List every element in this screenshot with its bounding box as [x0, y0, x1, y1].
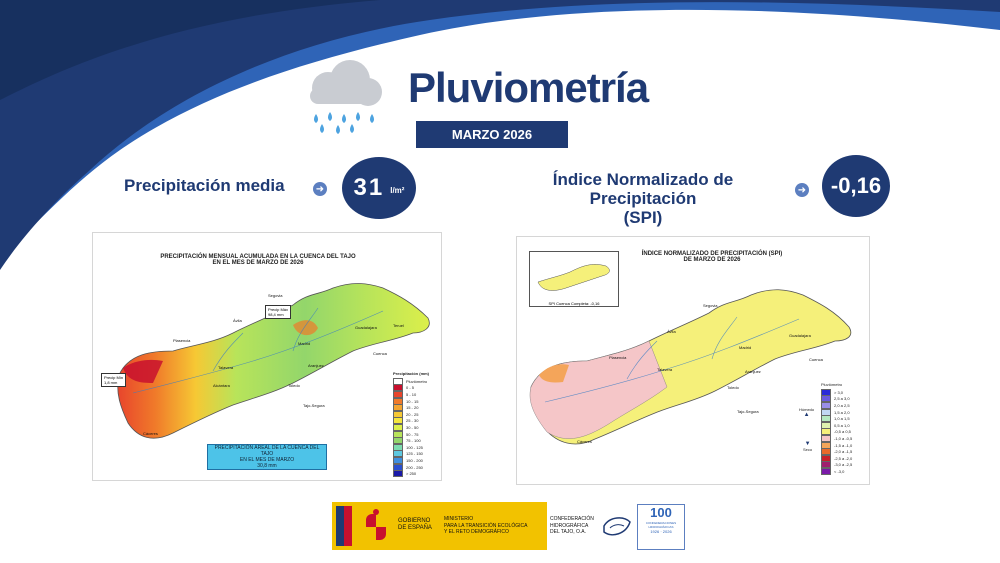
precip-legend-label: 10 - 15 — [406, 398, 419, 404]
spain-flag-strip — [344, 506, 352, 546]
precip-min-callout — [101, 373, 126, 387]
spi-legend-label: 1,0 a 1,5 — [834, 416, 850, 422]
centenary-years: 1926 · 2026 — [650, 529, 672, 534]
spi-dry-label: Seco — [803, 447, 813, 452]
coat-of-arms-icon — [360, 508, 392, 546]
precip-map-title-line1: PRECIPITACIÓN MENSUAL ACUMULADA EN LA CUENCA DEL TAJO — [160, 254, 356, 260]
spi-legend — [821, 382, 852, 475]
precip-city-label: Toledo — [288, 383, 300, 388]
spi-city-label: Cuenca — [809, 357, 823, 362]
precipitation-map — [92, 232, 442, 481]
spi-city-label: Aranjuez — [745, 369, 761, 374]
spi-arrow-icon[interactable]: ➜ — [795, 183, 809, 197]
chd-line3: DEL TAJO, O.A. — [550, 529, 587, 535]
gov-line1: GOBIERNO — [398, 518, 431, 524]
precip-legend-label: 30 - 50 — [406, 424, 419, 430]
precip-value: 31 — [353, 174, 385, 201]
ministry-text — [444, 516, 527, 536]
centenary-logo — [637, 504, 685, 550]
precip-legend-swatch — [393, 470, 403, 477]
spi-legend-label: -2,0 a -1,5 — [834, 449, 853, 455]
precip-legend-label: 0 - 5 — [406, 385, 415, 391]
spi-legend-label: 0,5 a 1,0 — [834, 422, 850, 428]
spi-legend-label: 1,5 a 2,0 — [834, 409, 850, 415]
chd-text — [550, 516, 594, 536]
rain-cloud-icon — [300, 58, 386, 138]
precip-legend-label: 25 - 30 — [406, 418, 419, 424]
precip-max-callout — [265, 305, 291, 319]
precip-min-text: Precip Mín 1,8 mm — [104, 375, 124, 385]
precip-legend-title: Precipitación (mm) — [393, 371, 430, 376]
footer-logos — [332, 502, 684, 550]
precip-annual-box — [207, 444, 327, 470]
precip-annual-line3: 30,8 mm — [257, 463, 277, 469]
precip-legend-label: 150 - 200 — [406, 457, 423, 463]
page-title: Pluviometría — [408, 64, 649, 111]
spi-label-line2: (SPI) — [623, 208, 663, 227]
spi-city-label: Talavera — [657, 367, 673, 372]
chd-line1: CONFEDERACIÓN — [550, 516, 594, 522]
spi-map-title-line1: ÍNDICE NORMALIZADO DE PRECIPITACIÓN (SPI) — [641, 251, 783, 257]
spi-legend-header: Pluviómetro — [821, 382, 843, 387]
precip-legend-label: 5 - 10 — [406, 391, 417, 397]
spi-city-label: Guadalajara — [789, 333, 811, 338]
spi-legend-label: -2,5 a -2,0 — [834, 455, 853, 461]
precip-legend — [393, 371, 429, 477]
precip-arrow-icon[interactable]: ➜ — [313, 182, 327, 196]
centenary-line1: CONFEDERACIONES — [645, 521, 677, 525]
spi-label — [498, 170, 788, 227]
spi-value-circle — [822, 155, 890, 217]
precip-label: Precipitación media — [124, 176, 285, 195]
precip-legend-label: > 250 — [406, 471, 417, 477]
spi-inset-caption: SPI Cuenca Completa: -0,16 — [548, 301, 600, 306]
gov-text — [398, 518, 432, 532]
spi-dry-indicator — [803, 441, 812, 452]
arrow-down-icon: ▼ — [804, 441, 811, 447]
spi-map — [516, 236, 870, 485]
spi-legend-label: -1,5 a -1,0 — [834, 442, 853, 448]
precip-legend-label: 200 - 250 — [406, 464, 423, 470]
spi-legend-swatch — [821, 468, 831, 475]
precip-legend-label: 125 - 150 — [406, 451, 423, 457]
spi-legend-label: > 3,0 — [834, 389, 844, 395]
spi-city-label: Toledo — [727, 385, 739, 390]
precip-city-label: Plasencia — [173, 338, 191, 343]
precip-unit: l/m² — [390, 185, 405, 195]
gov-line2: DE ESPAÑA — [398, 525, 432, 531]
precip-city-label: Ávila — [233, 318, 242, 323]
precip-legend-label: Pluviómetro — [406, 378, 428, 384]
spi-city-label: Cáceres — [577, 439, 592, 444]
spi-city-label: Ávila — [667, 329, 676, 334]
ministry-line1: MINISTERIO — [444, 516, 474, 522]
spi-legend-label: 2,0 a 2,5 — [834, 402, 850, 408]
ministry-line3: Y EL RETO DEMOGRÁFICO — [444, 529, 509, 535]
precip-legend-label: 20 - 25 — [406, 411, 419, 417]
spi-city-label: Segovia — [703, 303, 718, 308]
centenary-number: 100 — [650, 505, 672, 520]
precip-city-label: Guadalajara — [355, 325, 377, 330]
precip-city-label: Cuenca — [373, 351, 387, 356]
precip-annual-line2: EN EL MES DE MARZO — [239, 457, 295, 463]
spi-legend-row — [821, 468, 852, 475]
precip-map-title-line2: EN EL MES DE MARZO DE 2026 — [212, 260, 304, 266]
chd-logo-icon — [600, 510, 634, 542]
date-badge: MARZO 2026 — [416, 121, 568, 148]
precip-legend-label: 100 - 125 — [406, 444, 423, 450]
eu-flag-strip — [336, 506, 344, 546]
precip-legend-label: 50 - 75 — [406, 431, 419, 437]
spi-legend-label: -3,0 a -2,5 — [834, 462, 853, 468]
precip-city-label: Aranjuez — [308, 363, 324, 368]
spi-legend-label: -1,0 a -0,5 — [834, 435, 853, 441]
precip-value-circle — [342, 157, 416, 219]
spi-label-line1: Índice Normalizado de Precipitación — [552, 170, 734, 208]
precip-city-label: Madrid — [298, 341, 311, 346]
precip-legend-row — [393, 470, 429, 477]
precip-city-label: Alcántara — [213, 383, 230, 388]
spi-legend-label: 2,5 a 3,0 — [834, 396, 850, 402]
spi-city-label: Madrid — [739, 345, 752, 350]
precip-city-label: Teruel — [393, 323, 404, 328]
precip-max-text: Precip Máx 98,4 mm — [268, 307, 289, 317]
precip-legend-label: 15 - 20 — [406, 405, 419, 411]
spi-legend-label: < -3,0 — [834, 468, 845, 474]
spi-city-label: Tajo-Segura — [737, 409, 759, 414]
arrow-up-icon: ▲ — [803, 412, 810, 418]
precip-legend-label: 75 - 100 — [406, 438, 421, 444]
spi-humid-indicator — [799, 407, 814, 418]
precip-city-label: Talavera — [218, 365, 234, 370]
precip-basin-map — [93, 233, 441, 480]
spi-city-label: Plasencia — [609, 355, 627, 360]
spi-legend-label: -0,5 a 0,5 — [834, 429, 851, 435]
precip-annual-line1: PRECIPITACIÓN AREAL DE LA CUENCA DEL TAJO — [214, 445, 320, 457]
centenary-line2: HIDROGRÁFICAS — [648, 525, 674, 529]
ministry-line2: PARA LA TRANSICIÓN ECOLÓGICA — [444, 522, 528, 529]
chd-line2: HIDROGRÁFICA — [550, 522, 589, 529]
spi-map-title-line2: DE MARZO DE 2026 — [683, 257, 741, 263]
precip-city-label: Cáceres — [143, 431, 158, 436]
spi-humid-label: Húmedo — [799, 407, 815, 412]
spi-value: -0,16 — [830, 173, 882, 198]
precip-city-label: Tajo-Segura — [303, 403, 325, 408]
precip-city-label: Segovia — [268, 293, 283, 298]
